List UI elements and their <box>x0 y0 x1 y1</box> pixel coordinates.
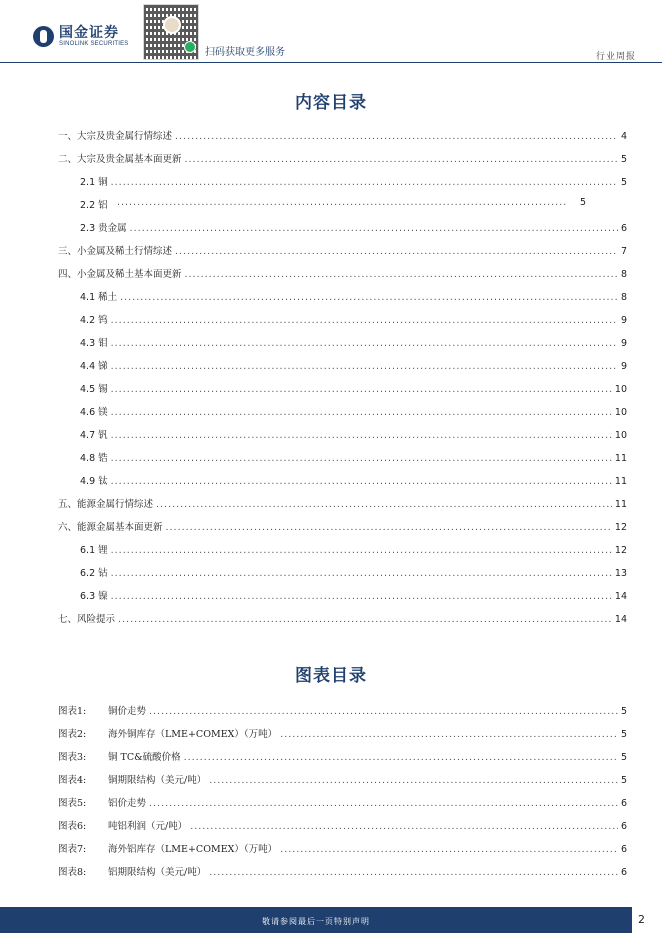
toc-item[interactable] <box>58 243 627 259</box>
toc-subitem[interactable] <box>80 565 627 581</box>
toc-item-label: 4.5 锡 <box>80 384 108 395</box>
toc-item-label: 2.3 贵金属 <box>80 223 127 234</box>
toc-item-label: 四、小金属及稀土基本面更新 <box>58 269 182 280</box>
toc-item-page: 5 <box>620 177 627 188</box>
toc-subitem[interactable] <box>80 312 627 328</box>
toc-title: 内容目录 <box>295 93 367 113</box>
figure-label: 吨铝利润（元/吨） <box>108 821 188 832</box>
page-number: 2 <box>638 913 645 926</box>
leader-dots <box>175 246 618 257</box>
figure-page: 5 <box>620 752 627 763</box>
figure-number: 图表7: <box>58 844 87 855</box>
wechat-badge-icon <box>184 41 196 53</box>
figure-page: 6 <box>620 844 627 855</box>
leader-dots <box>111 545 612 556</box>
toc-item-label: 4.2 钨 <box>80 315 108 326</box>
logo-english-name: SINOLINK SECURITIES <box>59 41 129 47</box>
toc-subitem[interactable] <box>80 404 627 420</box>
figure-label: 铜 TC&硫酸价格 <box>108 752 181 763</box>
figure-number: 图表1: <box>58 706 87 717</box>
toc-subitem[interactable] <box>80 473 627 489</box>
toc-item[interactable] <box>58 128 627 144</box>
toc-item-label: 6.3 镍 <box>80 591 108 602</box>
toc-subitem[interactable] <box>80 542 627 558</box>
toc-item-page: 13 <box>614 568 627 579</box>
figure-label: 海外铜库存（LME+COMEX）（万吨） <box>108 729 278 740</box>
toc-subitem[interactable] <box>80 174 627 190</box>
leader-dots <box>209 867 618 878</box>
leader-dots <box>280 844 618 855</box>
leader-dots <box>130 223 618 234</box>
logo-chinese-name: 国金证券 <box>59 24 119 40</box>
toc-item-label: 4.1 稀土 <box>80 292 118 303</box>
leader-dots <box>111 315 618 326</box>
toc-item-label: 六、能源金属基本面更新 <box>58 522 163 533</box>
leader-dots <box>149 798 618 809</box>
figure-item[interactable] <box>58 772 627 788</box>
leader-dots <box>185 269 618 280</box>
figure-label: 铜期限结构（美元/吨） <box>108 775 207 786</box>
leader-dots <box>111 591 612 602</box>
toc-item-label: 4.7 钒 <box>80 430 108 441</box>
leader-dots <box>184 752 618 763</box>
toc-item-label: 二、大宗及贵金属基本面更新 <box>58 154 182 165</box>
toc-item-page: 10 <box>614 407 627 418</box>
toc-item-page: 11 <box>614 499 627 510</box>
toc-item-page: 8 <box>620 269 627 280</box>
toc-subitem[interactable] <box>80 220 627 236</box>
toc-item-page: 5 <box>580 197 587 208</box>
toc-subitem[interactable] <box>80 358 627 374</box>
toc-item-page: 12 <box>614 522 627 533</box>
toc-item-page: 5 <box>620 154 627 165</box>
leader-dots <box>120 292 618 303</box>
figure-page: 5 <box>620 775 627 786</box>
toc-item-label: 4.4 锑 <box>80 361 108 372</box>
leader-dots <box>111 476 612 487</box>
figure-item[interactable] <box>58 841 627 857</box>
figures-title: 图表目录 <box>295 666 367 686</box>
leader-dots <box>111 361 618 372</box>
leader-dots <box>185 154 618 165</box>
toc-item-page: 12 <box>614 545 627 556</box>
figure-item[interactable] <box>58 795 627 811</box>
toc-item-page: 11 <box>614 453 627 464</box>
leader-dots <box>111 338 618 349</box>
toc-subitem[interactable] <box>80 588 627 604</box>
header-divider <box>0 62 662 63</box>
figure-number: 图表3: <box>58 752 87 763</box>
page-header <box>0 0 662 64</box>
toc-subitem[interactable] <box>80 335 627 351</box>
toc-item-page: 9 <box>620 315 627 326</box>
figure-page: 5 <box>620 706 627 717</box>
figure-page: 5 <box>620 729 627 740</box>
figure-label: 铜价走势 <box>108 706 147 717</box>
qr-center-logo-icon <box>163 16 181 34</box>
leader-dots <box>111 453 612 464</box>
toc-item-label: 2.1 铜 <box>80 177 108 188</box>
toc-item-label: 4.9 钛 <box>80 476 108 487</box>
figure-item[interactable] <box>58 726 627 742</box>
figure-label: 海外铝库存（LME+COMEX）（万吨） <box>108 844 278 855</box>
figure-page: 6 <box>620 867 627 878</box>
leader-dots <box>118 614 612 625</box>
toc-item-label: 4.8 锆 <box>80 453 108 464</box>
toc-item-page: 11 <box>614 476 627 487</box>
leader-dots <box>111 430 612 441</box>
toc-item[interactable] <box>58 266 627 282</box>
leader-dots <box>149 706 618 717</box>
leader-dots <box>111 384 612 395</box>
leader-dots <box>111 177 618 188</box>
figure-item[interactable] <box>58 749 627 765</box>
figure-item[interactable] <box>58 864 627 880</box>
toc-item[interactable] <box>58 519 627 535</box>
figure-label: 铝价走势 <box>108 798 147 809</box>
toc-item-page: 4 <box>620 131 627 142</box>
figure-item[interactable] <box>58 703 627 719</box>
toc-subitem[interactable] <box>80 450 627 466</box>
figure-item[interactable] <box>58 818 627 834</box>
toc-subitem[interactable] <box>80 197 630 213</box>
leader-dots <box>190 821 618 832</box>
figure-page: 6 <box>620 798 627 809</box>
toc-item[interactable] <box>58 611 627 627</box>
toc-item-page: 8 <box>620 292 627 303</box>
toc-item-label: 6.2 钴 <box>80 568 108 579</box>
toc-item-page: 9 <box>620 361 627 372</box>
toc-item[interactable] <box>58 496 627 512</box>
toc-item[interactable] <box>58 151 627 167</box>
toc-item-label: 6.1 锂 <box>80 545 108 556</box>
footer-disclaimer: 敬请参阅最后一页特别声明 <box>262 917 370 926</box>
scan-prompt: 扫码获取更多服务 <box>205 47 285 58</box>
toc-item-page: 10 <box>614 384 627 395</box>
figure-number: 图表6: <box>58 821 87 832</box>
company-logo <box>33 25 128 47</box>
toc-subitem[interactable] <box>80 289 627 305</box>
report-type: 行业周报 <box>595 52 636 62</box>
toc-item-page: 10 <box>614 430 627 441</box>
leader-dots <box>209 775 618 786</box>
toc-subitem[interactable] <box>80 427 627 443</box>
figure-number: 图表5: <box>58 798 87 809</box>
toc-subitem[interactable] <box>80 381 627 397</box>
toc-item-page: 6 <box>620 223 627 234</box>
logo-icon <box>33 26 54 47</box>
leader-dots <box>175 131 618 142</box>
toc-item-label: 七、风险提示 <box>58 614 116 625</box>
toc-item-label: 五、能源金属行情综述 <box>58 499 154 510</box>
toc-item-label: 2.2 铝 <box>80 200 108 211</box>
leader-dots <box>111 568 612 579</box>
toc-item-page: 14 <box>614 614 627 625</box>
leader-dots <box>280 729 618 740</box>
toc-item-label: 4.3 钼 <box>80 338 108 349</box>
leader-dots <box>117 197 567 208</box>
figure-number: 图表8: <box>58 867 87 878</box>
figure-number: 图表2: <box>58 729 87 740</box>
leader-dots <box>166 522 612 533</box>
leader-dots <box>156 499 612 510</box>
toc-item-page: 7 <box>620 246 627 257</box>
toc-item-label: 一、大宗及贵金属行情综述 <box>58 131 173 142</box>
toc-item-label: 4.6 镁 <box>80 407 108 418</box>
figure-number: 图表4: <box>58 775 87 786</box>
toc-item-page: 14 <box>614 591 627 602</box>
toc-item-page: 9 <box>620 338 627 349</box>
figure-page: 6 <box>620 821 627 832</box>
leader-dots <box>111 407 612 418</box>
toc-item-label: 三、小金属及稀土行情综述 <box>58 246 173 257</box>
figure-label: 铝期限结构（美元/吨） <box>108 867 207 878</box>
